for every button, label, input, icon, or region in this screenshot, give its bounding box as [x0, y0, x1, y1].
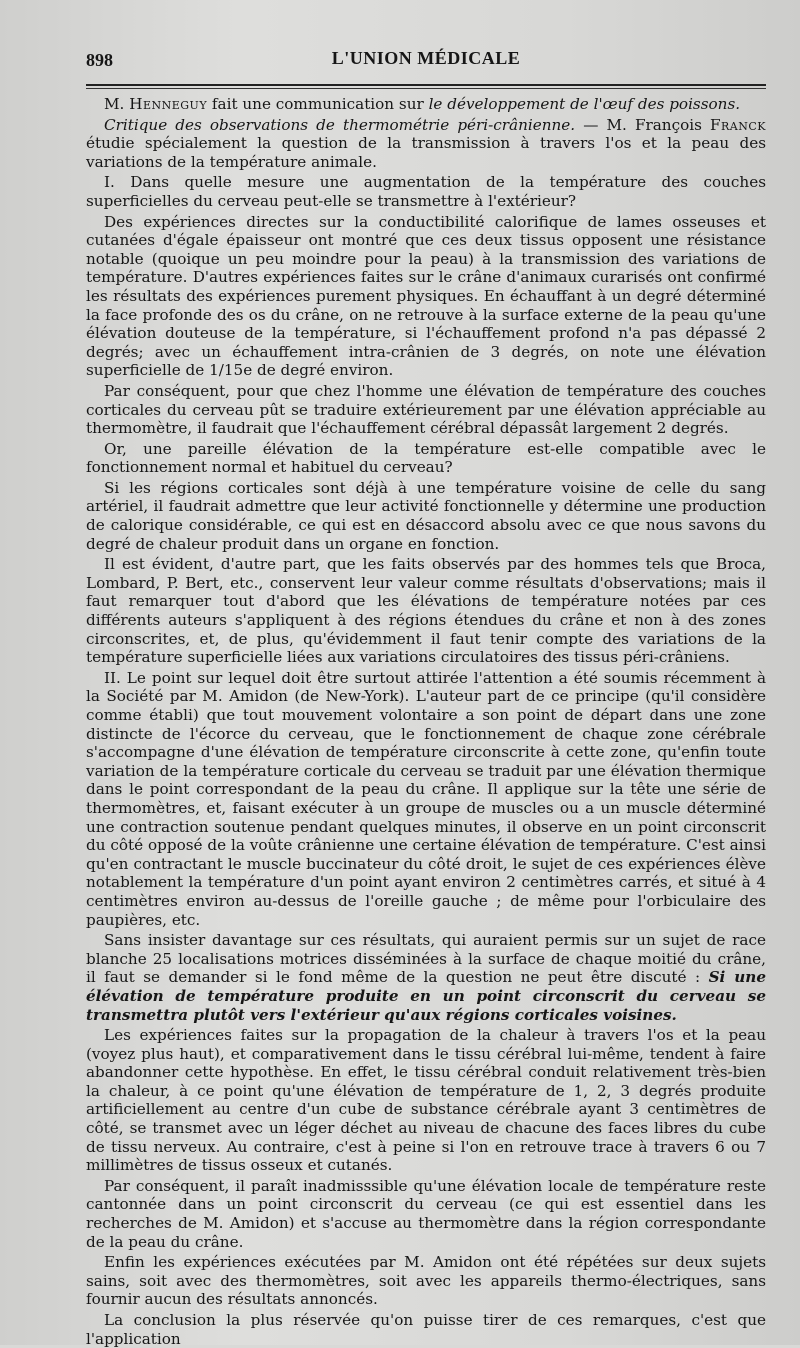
paragraph-propagation: Les expériences faites sur la propagation de la chaleur à travers l'os et la peau (voyez plus haut), et comparativement dans le tissu cérébral lui-même, tendent à faire abandonner cette hypothèse. En effet, le tissu cérébral conduit relativement très-bien la chaleur, à ce point qu'une élévation de température de 1, 2, 3 degrés produite artificiellement au centre d'un cube de substance cérébrale ayant 3 centimètres de côté, se transmet avec un léger déchet au niveau de chacune des faces libres du cube de tissu nerveux. Au contraire, c'est à peine si l'on en retrouve trace à travers 6 ou 7 millimètres de tissus osseux et cutanés.: [86, 1026, 766, 1175]
paragraph-enfin: Enfin les expériences exécutées par M. Amidon ont été répétées sur deux sujets sains, soit avec des thermomètres, soit avec les appareils thermo-électriques, sans fournir aucun des résultats annoncés.: [86, 1253, 766, 1309]
author-name: Franck: [709, 115, 767, 134]
communication-title: le développement de l'œuf des poissons.: [428, 95, 741, 113]
section-title: Critique des observations de thermométrie péri-crânienne.: [104, 115, 576, 134]
paragraph-experiences: Des expériences directes sur la conductibilité calorifique de lames osseuses et cutanées d'égale épaisseur ont montré que ces deux tissus opposent une résistance notable (quoique un peu moindre pour la peau) à la transmission des variations de température. D'autres expériences faites sur le crâne d'animaux curarisés ont confirmé les résultats des expériences purement physiques. En échauffant à un degré déterminé la face profonde des os du crâne, on ne retrouve à la surface externe de la peau qu'une élévation douteuse de la température, si l'échauffement profond n'a pas dépassé 2 degrés; avec un échauffement intra-crânien de 3 degrés, on note une élévation superficielle de 1/15e de degré environ.: [86, 212, 766, 380]
running-title: L'UNION MÉDICALE: [331, 48, 521, 68]
paragraph-regions: Si les régions corticales sont déjà à une température voisine de celle du sang artériel, il faudrait admettre que leur activité fonctionnelle y détermine une production de calorique considérable, ce qui est en désaccord absolu avec ce que nous savons du degré de chaleur produit dans un organe en fonction.: [86, 478, 766, 553]
paragraph-evident: Il est évident, d'autre part, que les faits observés par des hommes tels que Broca, Lombard, P. Bert, etc., conservent leur valeur comme résultats d'observations; mais il faut remarquer tout d'abord que les élévations de température notées par ces différents auteurs s'appliquent à des régions étendues du crâne et non à des zones circonscrites, et, de plus, qu'évidemment il faut tenir compte des variations de la température superficielle liées aux variations circulatoires des tissus péri-crâniens.: [86, 555, 766, 667]
paragraph-or: Or, une pareille élévation de la température est-elle compatible avec le fonctionnement normal et habituel du cerveau?: [86, 439, 766, 477]
paragraph-critique: Critique des observations de thermométrie péri-crânienne. — M. François Franck étudie spécialement la question de la transmission à travers l'os et la peau des variations de la température animale.: [86, 115, 767, 171]
header-rule-thin: [86, 88, 766, 89]
page-header: [86, 46, 766, 72]
paragraph-henneguy: M. Henneguy fait une communication sur le développement de l'œuf des poissons.: [104, 95, 741, 113]
paragraph-amidon: II. Le point sur lequel doit être surtout attirée l'attention a été soumis récemment à la Société par M. Amidon (de New-York). L'auteur part de ce principe (qu'il considère comme établi) que tout mouvement volontaire a son point de départ dans une zone distincte de l'écorce du cerveau, que le fonctionnement de chaque zone cérébrale s'accompagne d'une élévation de température circonscrite à cette zone, qu'enfin toute variation de la température corticale du cerveau se traduit par une élévation thermique dans le point correspondant de la peau du crâne. Il applique sur la tête une série de thermomètres, et, faisant exécuter à un groupe de muscles ou a un muscle déterminé une contraction soutenue pendant quelques minutes, il observe en un point circonscrit du côté opposé de la voûte crânienne une certaine élévation de température. C'est ainsi qu'en contractant le muscle buccinateur du côté droit, le sujet de ces expériences élève notablement la température d'un point ayant environ 2 centimètres carrés, et situé à 4 centimètres environ au-dessus de l'oreille gauche ; de même pour l'orbiculaire des paupières, etc.: [86, 668, 766, 929]
page-number: 898: [86, 50, 113, 70]
article-body: [86, 95, 766, 1348]
header-rule: [86, 84, 766, 86]
paragraph-inadmissible: Par conséquent, il paraît inadmisssible qu'une élévation locale de température reste cantonnée dans un point circonscrit du cerveau (ce qui est essentiel dans les recherches de M. Amidon) et s'accuse au thermomètre dans la région correspondante de la peau du crâne.: [86, 1176, 766, 1251]
paragraph-question-one: I. Dans quelle mesure une augmentation de la température des couches superficielles du cerveau peut-elle se transmettre à l'extérieur?: [86, 173, 766, 210]
key-question: Si une élévation de température produite en un point circonscrit du cerveau se transmettra plutôt vers l'extérieur qu'aux régions corticales voisines.: [86, 968, 766, 1024]
paragraph-conclusion: La conclusion la plus réservée qu'on puisse tirer de ces remarques, c'est que l'application: [86, 1311, 766, 1348]
author-name: Henneguy: [129, 95, 208, 113]
paragraph-consequence: Par conséquent, pour que chez l'homme une élévation de température des couches corticales du cerveau pût se traduire extérieurement par une élévation appréciable au thermomètre, il faudrait que l'échauffement cérébral dépassât largement 2 degrés.: [86, 381, 766, 438]
paragraph-sans-insister: Sans insister davantage sur ces résultats, qui auraient permis sur un sujet de race blanche 25 localisations motrices disséminées à la surface de chaque moitié du crâne, il faut se demander si le fond même de la question ne peut être discuté : Si une élévation de température produite en un point circonscrit du cerveau se transmettra plutôt vers l'extérieur qu'aux régions corticales voisines.: [86, 931, 766, 1024]
